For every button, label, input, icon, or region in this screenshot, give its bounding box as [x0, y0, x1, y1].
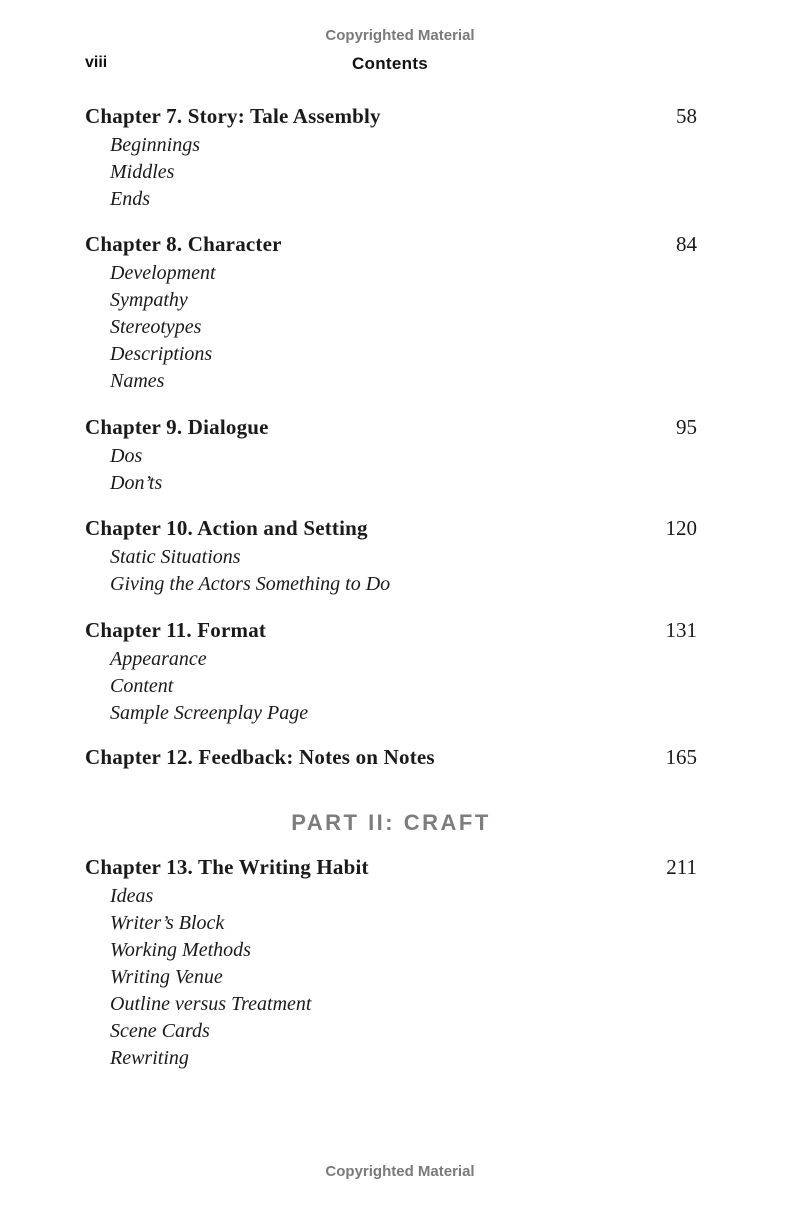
page-number: viii	[85, 54, 108, 71]
section-list	[85, 260, 697, 395]
chapter-title: Chapter 7. Story: Tale Assembly	[85, 104, 381, 128]
toc-chapter-12	[85, 745, 697, 769]
section-list	[85, 646, 697, 727]
toc-chapter-11	[85, 618, 697, 727]
toc-chapter-7	[85, 104, 697, 213]
chapter-page-number: 84	[676, 232, 697, 256]
section-item: Stereotypes	[110, 316, 202, 338]
chapter-page-number: 95	[676, 415, 697, 439]
toc-chapter-10	[85, 516, 697, 598]
section-item: Writing Venue	[110, 966, 223, 988]
section-item: Development	[110, 262, 216, 284]
section-item: Dos	[110, 445, 143, 467]
section-item: Beginnings	[110, 134, 200, 156]
section-item: Appearance	[110, 648, 207, 670]
chapter-title: Chapter 9. Dialogue	[85, 415, 269, 439]
copyright-notice-top: Copyrighted Material	[325, 27, 475, 44]
section-list	[85, 443, 697, 497]
section-item: Ideas	[110, 885, 154, 907]
section-item: Writer’s Block	[110, 912, 225, 934]
section-item: Don’ts	[110, 472, 163, 494]
section-item: Sample Screenplay Page	[110, 702, 309, 724]
section-item: Outline versus Treatment	[110, 993, 312, 1015]
chapter-page-number: 211	[666, 855, 697, 879]
section-list	[85, 132, 697, 213]
chapter-title: Chapter 11. Format	[85, 618, 267, 642]
part-heading: PART II: CRAFT	[291, 810, 491, 835]
chapter-page-number: 131	[665, 618, 697, 642]
section-item: Static Situations	[110, 546, 241, 568]
section-item: Ends	[110, 188, 150, 210]
chapter-title: Chapter 13. The Writing Habit	[85, 855, 369, 879]
section-list	[85, 883, 697, 1072]
section-item: Descriptions	[110, 343, 213, 365]
chapter-title: Chapter 10. Action and Setting	[85, 516, 368, 540]
section-item: Scene Cards	[110, 1020, 210, 1042]
chapter-page-number: 58	[676, 104, 697, 128]
section-list	[85, 544, 697, 598]
copyright-notice-bottom: Copyrighted Material	[325, 1163, 475, 1180]
toc-chapter-9	[85, 415, 697, 497]
toc-chapter-8	[85, 232, 697, 395]
running-head-title: Contents	[351, 54, 429, 73]
chapter-page-number: 120	[665, 516, 697, 540]
section-item: Names	[110, 370, 165, 392]
section-item: Content	[110, 675, 174, 697]
toc-chapter-13	[85, 855, 697, 1072]
section-item: Rewriting	[110, 1047, 189, 1069]
section-item: Giving the Actors Something to Do	[110, 573, 391, 595]
section-item: Working Methods	[110, 939, 251, 961]
chapter-page-number: 165	[665, 745, 697, 769]
section-item: Middles	[110, 161, 175, 183]
section-item: Sympathy	[110, 289, 188, 311]
chapter-title: Chapter 12. Feedback: Notes on Notes	[85, 745, 435, 769]
chapter-title: Chapter 8. Character	[85, 232, 282, 256]
